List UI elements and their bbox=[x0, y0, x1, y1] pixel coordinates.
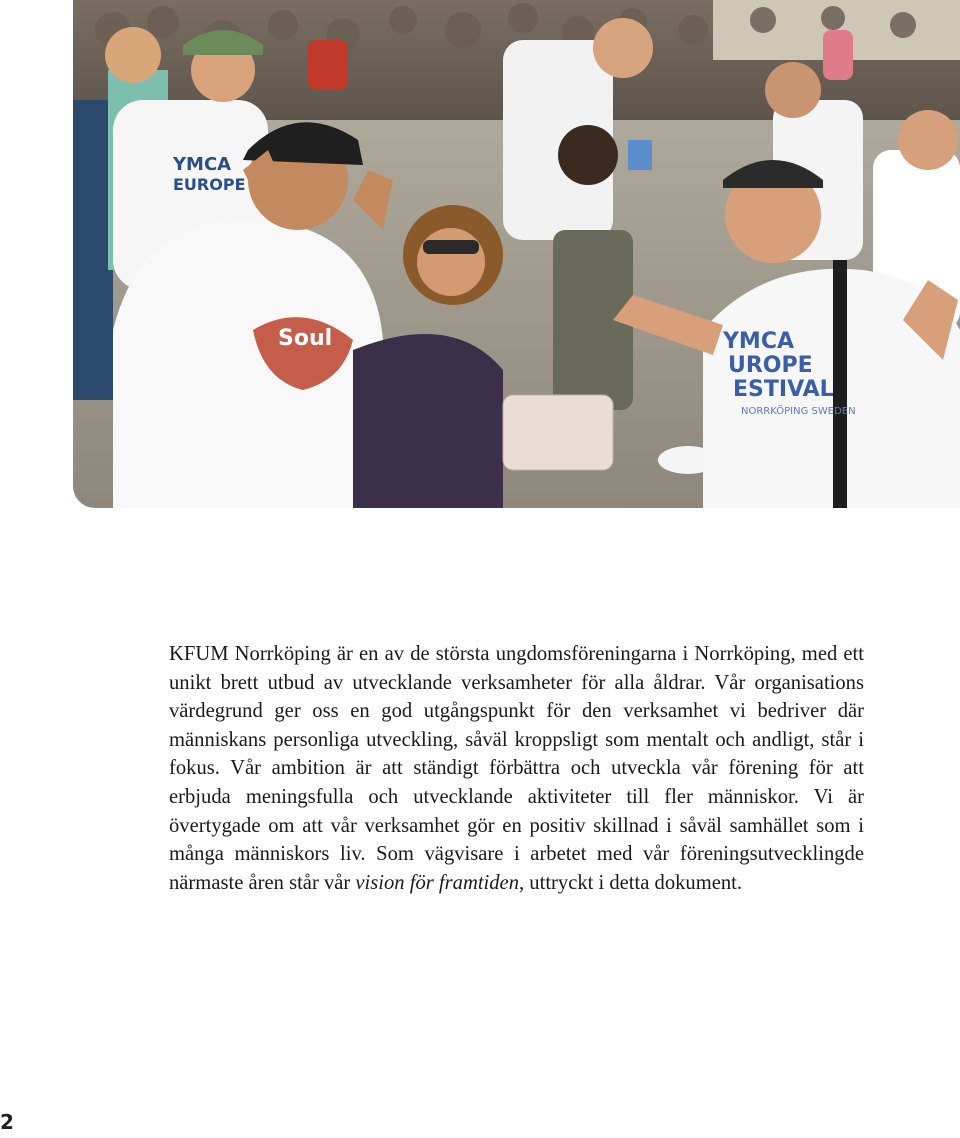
shirt-text-right-3: ESTIVAL bbox=[733, 377, 834, 402]
intro-text-main: KFUM Norrköping är en av de största ungdomsföreningarna i Norrköping, med ett unikt brett utbud av utvecklande verksamheter för alla åldrar. Vår organisations värdegrund ger oss en god utgångspunkt för den verksamhet vi bedriver där människans personliga utveckling, såväl kroppsligt som mentalt och andligt, står i fokus. Vår ambition är att ständigt förbättra och utveckla vår förening för att erbjuda meningsfulla och utvecklande aktiviteter till fler människor. Vi är övertygade om att vår verksamhet gör en positiv skillnad i såväl samhället som i många människors liv. Som vägvisare i arbetet med vår föreningsutvecklingde närmaste åren står vår bbox=[169, 643, 864, 894]
shirt-print-center: Soul bbox=[278, 326, 333, 351]
shirt-text-right-2: UROPE bbox=[728, 353, 813, 378]
intro-paragraph bbox=[169, 640, 864, 897]
group-photo-illustration bbox=[73, 0, 960, 508]
shirt-text-right-4: NORRKÖPING SWEDEN bbox=[741, 406, 856, 417]
shirt-text-left-1: YMCA bbox=[173, 154, 232, 175]
intro-text-end: , uttryckt i detta dokument. bbox=[519, 871, 743, 894]
group-photo bbox=[73, 0, 960, 508]
intro-text-emphasis: vision för framtiden bbox=[355, 871, 519, 894]
shirt-text-left-2: EUROPE bbox=[173, 175, 246, 194]
shirt-text-right-1: YMCA bbox=[723, 329, 794, 354]
intro-text bbox=[169, 640, 864, 897]
page-number: 2 bbox=[0, 1110, 14, 1134]
